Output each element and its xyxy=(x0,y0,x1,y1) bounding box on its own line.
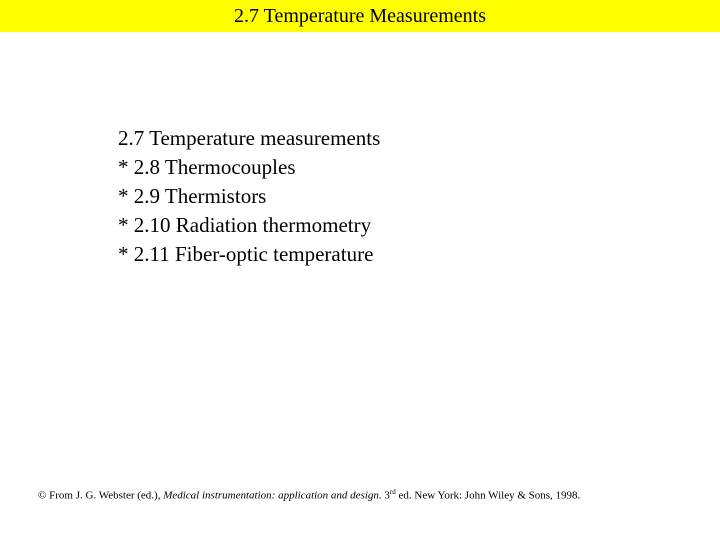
citation-rest: ed. New York: John Wiley & Sons, 1998. xyxy=(395,489,581,502)
contents-item: * 2.10 Radiation thermometry xyxy=(118,213,372,237)
contents-item: * 2.9 Thermistors xyxy=(118,184,267,208)
citation-edition-suffix: rd xyxy=(389,488,396,496)
citation-book-title: Medical instrumentation: application and design xyxy=(163,489,379,502)
citation-edition-number: . 3 xyxy=(378,489,390,502)
citation xyxy=(38,488,580,502)
contents-item: * 2.11 Fiber-optic temperature xyxy=(118,242,374,266)
contents-item: * 2.8 Thermocouples xyxy=(118,155,296,179)
slide-title: 2.7 Temperature Measurements xyxy=(233,4,487,27)
contents-item: 2.7 Temperature measurements xyxy=(118,126,381,150)
contents-list xyxy=(118,124,380,269)
title-bar xyxy=(0,0,720,32)
citation-prefix: © From J. G. Webster (ed.), xyxy=(38,489,164,502)
